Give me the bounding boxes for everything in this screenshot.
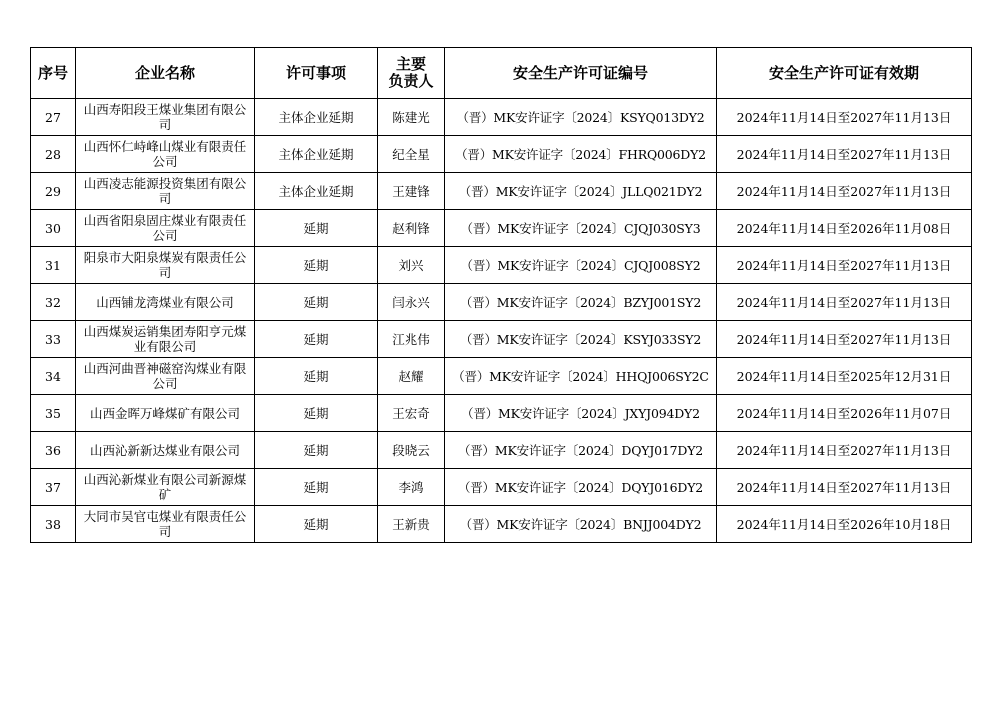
cell-no: 32 [31,284,76,321]
cell-item: 延期 [255,469,378,506]
cell-validity: 2024年11月14日至2027年11月13日 [717,432,972,469]
cell-item: 延期 [255,432,378,469]
cell-person: 王建锋 [378,173,445,210]
cell-validity: 2024年11月14日至2027年11月13日 [717,284,972,321]
cell-item: 主体企业延期 [255,136,378,173]
cell-license: （晋）MK安许证字〔2024〕DQYJ016DY2 [445,469,717,506]
table-row [31,432,972,469]
cell-license: （晋）MK安许证字〔2024〕FHRQ006DY2 [445,136,717,173]
cell-person: 赵利锋 [378,210,445,247]
header-person [378,48,445,99]
header-row [31,48,972,99]
cell-no: 29 [31,173,76,210]
cell-validity: 2024年11月14日至2026年10月18日 [717,506,972,543]
header-item: 许可事项 [255,48,378,99]
cell-company: 山西煤炭运销集团寿阳亨元煤业有限公司 [76,321,255,358]
cell-validity: 2024年11月14日至2027年11月13日 [717,247,972,284]
cell-license: （晋）MK安许证字〔2024〕CJQJ008SY2 [445,247,717,284]
cell-person: 李鸿 [378,469,445,506]
cell-company: 山西河曲晋神磁窑沟煤业有限公司 [76,358,255,395]
cell-validity: 2024年11月14日至2027年11月13日 [717,136,972,173]
cell-company: 大同市吴官屯煤业有限责任公司 [76,506,255,543]
cell-license: （晋）MK安许证字〔2024〕CJQJ030SY3 [445,210,717,247]
table-row [31,469,972,506]
table-row [31,99,972,136]
cell-company: 山西沁新新达煤业有限公司 [76,432,255,469]
cell-person: 江兆伟 [378,321,445,358]
cell-no: 33 [31,321,76,358]
cell-company: 山西省阳泉固庄煤业有限责任公司 [76,210,255,247]
cell-person: 闫永兴 [378,284,445,321]
header-person-line2: 负责人 [388,72,434,90]
table-row [31,284,972,321]
cell-validity: 2024年11月14日至2027年11月13日 [717,99,972,136]
cell-license: （晋）MK安许证字〔2024〕JXYJ094DY2 [445,395,717,432]
header-no: 序号 [31,48,76,99]
cell-company: 山西金晖万峰煤矿有限公司 [76,395,255,432]
table-row [31,136,972,173]
table-row [31,210,972,247]
cell-validity: 2024年11月14日至2026年11月07日 [717,395,972,432]
cell-validity: 2024年11月14日至2027年11月13日 [717,173,972,210]
cell-company: 山西铺龙湾煤业有限公司 [76,284,255,321]
cell-license: （晋）MK安许证字〔2024〕KSYQ013DY2 [445,99,717,136]
cell-no: 34 [31,358,76,395]
cell-no: 27 [31,99,76,136]
cell-no: 38 [31,506,76,543]
cell-item: 主体企业延期 [255,99,378,136]
cell-no: 28 [31,136,76,173]
cell-item: 延期 [255,506,378,543]
cell-person: 赵耀 [378,358,445,395]
cell-item: 延期 [255,247,378,284]
cell-no: 31 [31,247,76,284]
cell-license: （晋）MK安许证字〔2024〕BNJJ004DY2 [445,506,717,543]
cell-item: 延期 [255,395,378,432]
cell-company: 山西寿阳段王煤业集团有限公司 [76,99,255,136]
cell-license: （晋）MK安许证字〔2024〕DQYJ017DY2 [445,432,717,469]
cell-company: 山西怀仁峙峰山煤业有限责任公司 [76,136,255,173]
cell-validity: 2024年11月14日至2027年11月13日 [717,321,972,358]
header-license: 安全生产许可证编号 [445,48,717,99]
permit-table [30,47,972,543]
cell-no: 30 [31,210,76,247]
cell-license: （晋）MK安许证字〔2024〕KSYJ033SY2 [445,321,717,358]
table-row [31,173,972,210]
cell-no: 37 [31,469,76,506]
table-row [31,321,972,358]
table-row [31,358,972,395]
header-person-line1: 主要 [395,55,426,73]
cell-person: 王宏奇 [378,395,445,432]
cell-license: （晋）MK安许证字〔2024〕BZYJ001SY2 [445,284,717,321]
cell-person: 王新贵 [378,506,445,543]
cell-person: 段晓云 [378,432,445,469]
header-company: 企业名称 [76,48,255,99]
cell-license: （晋）MK安许证字〔2024〕HHQJ006SY2C [445,358,717,395]
cell-validity: 2024年11月14日至2025年12月31日 [717,358,972,395]
cell-validity: 2024年11月14日至2027年11月13日 [717,469,972,506]
cell-item: 延期 [255,210,378,247]
cell-license: （晋）MK安许证字〔2024〕JLLQ021DY2 [445,173,717,210]
cell-company: 阳泉市大阳泉煤炭有限责任公司 [76,247,255,284]
cell-item: 延期 [255,358,378,395]
cell-person: 纪全星 [378,136,445,173]
cell-company: 山西沁新煤业有限公司新源煤矿 [76,469,255,506]
cell-item: 延期 [255,284,378,321]
table-row [31,506,972,543]
cell-person: 刘兴 [378,247,445,284]
cell-company: 山西凌志能源投资集团有限公司 [76,173,255,210]
cell-item: 主体企业延期 [255,173,378,210]
header-validity: 安全生产许可证有效期 [717,48,972,99]
table-row [31,247,972,284]
cell-no: 35 [31,395,76,432]
cell-no: 36 [31,432,76,469]
cell-validity: 2024年11月14日至2026年11月08日 [717,210,972,247]
cell-item: 延期 [255,321,378,358]
table-row [31,395,972,432]
cell-person: 陈建光 [378,99,445,136]
